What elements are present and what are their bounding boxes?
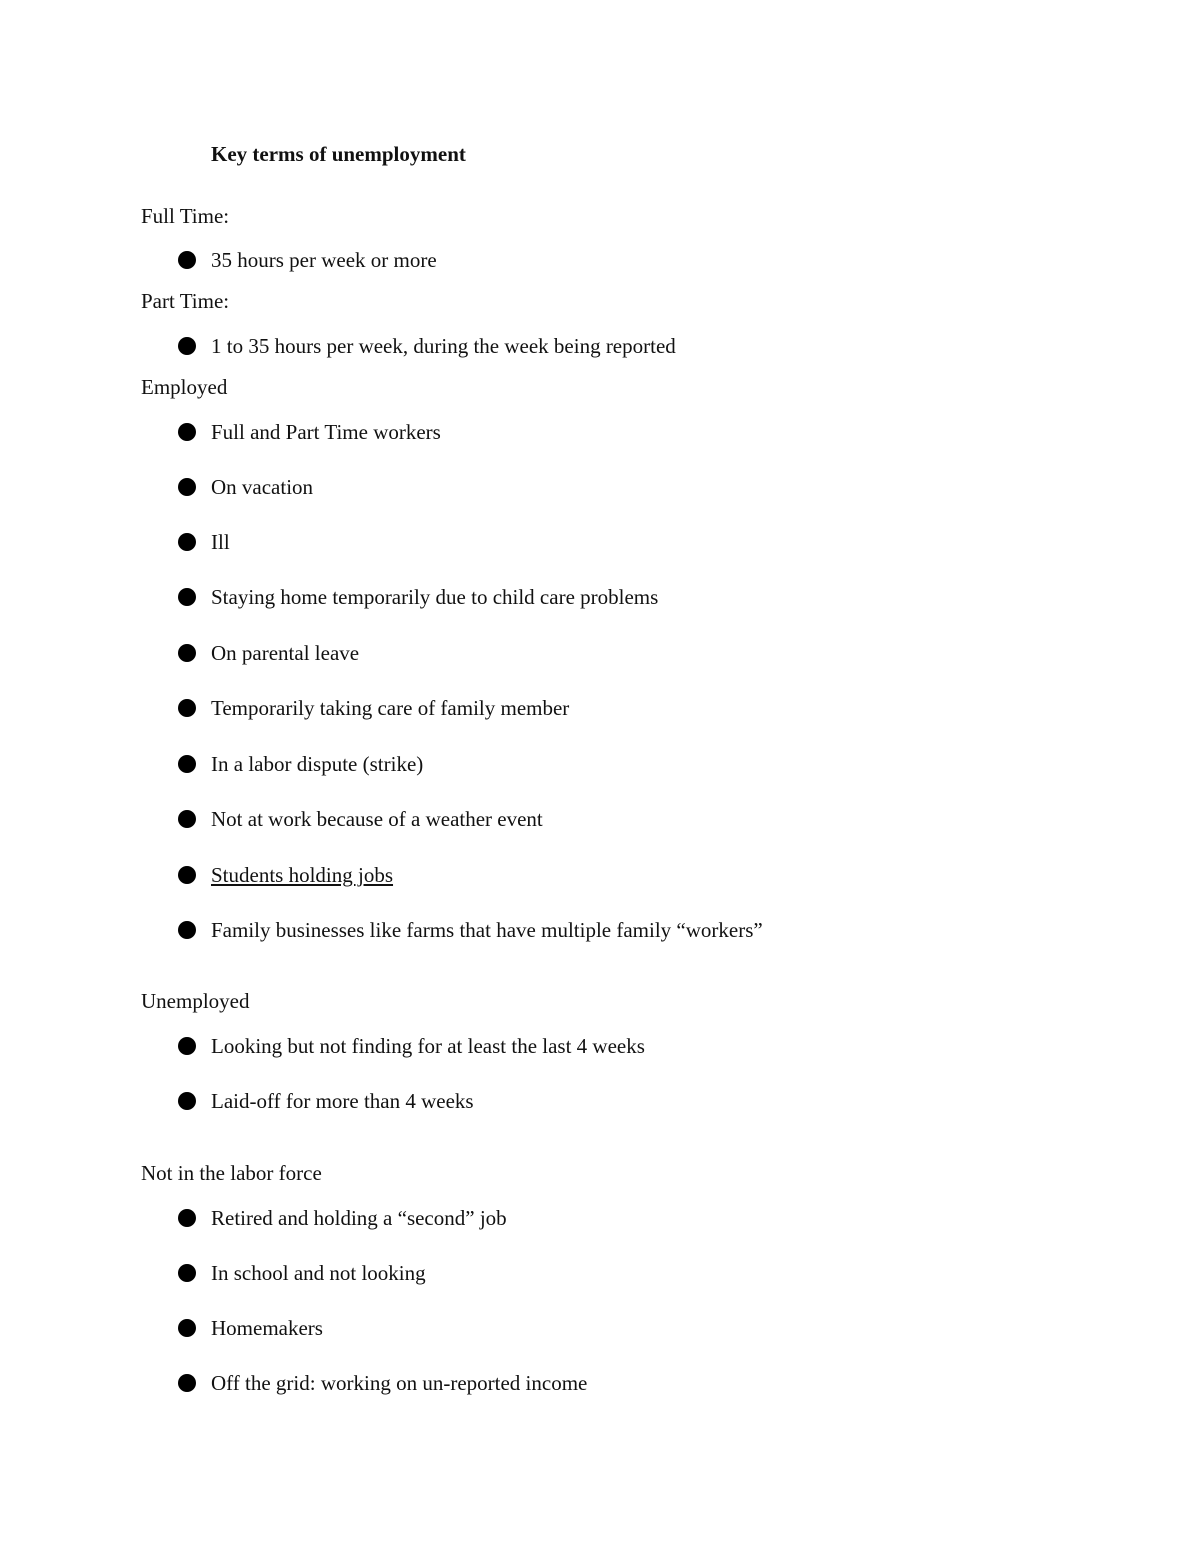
section-heading: Part Time:: [141, 289, 230, 313]
list-item: Full and Part Time workers: [211, 420, 441, 444]
bullet-icon: [178, 423, 196, 441]
list-item: 35 hours per week or more: [211, 248, 437, 272]
list-item: Homemakers: [211, 1316, 323, 1340]
bullet-icon: [178, 478, 196, 496]
bullet-icon: [178, 1092, 196, 1110]
section-heading: Unemployed: [141, 989, 250, 1013]
bullet-icon: [178, 1374, 196, 1392]
bullet-icon: [178, 810, 196, 828]
list-item: Off the grid: working on un-reported income: [211, 1371, 588, 1395]
list-item: Family businesses like farms that have multiple family “workers”: [211, 918, 763, 942]
document-title: Key terms of unemployment: [211, 142, 466, 166]
list-item: Not at work because of a weather event: [211, 807, 543, 831]
list-item: In a labor dispute (strike): [211, 752, 424, 776]
list-item: Temporarily taking care of family member: [211, 696, 570, 720]
bullet-icon: [178, 755, 196, 773]
bullet-icon: [178, 337, 196, 355]
list-item: Laid-off for more than 4 weeks: [211, 1089, 474, 1113]
list-item: Ill: [211, 530, 230, 554]
bullet-icon: [178, 588, 196, 606]
bullet-icon: [178, 533, 196, 551]
list-item: Looking but not finding for at least the last 4 weeks: [211, 1034, 645, 1058]
bullet-icon: [178, 1037, 196, 1055]
bullet-icon: [178, 699, 196, 717]
list-item: 1 to 35 hours per week, during the week being reported: [211, 334, 676, 358]
list-item: Retired and holding a “second” job: [211, 1206, 507, 1230]
bullet-icon: [178, 1209, 196, 1227]
bullet-icon: [178, 866, 196, 884]
section-heading: Employed: [141, 375, 228, 399]
section-heading: Full Time:: [141, 204, 230, 228]
list-item: Staying home temporarily due to child care problems: [211, 585, 659, 609]
list-item: On vacation: [211, 475, 314, 499]
section-heading: Not in the labor force: [141, 1161, 322, 1185]
bullet-icon: [178, 644, 196, 662]
bullet-icon: [178, 1264, 196, 1282]
bullet-icon: [178, 1319, 196, 1337]
bullet-icon: [178, 921, 196, 939]
list-item: In school and not looking: [211, 1261, 426, 1285]
list-item: On parental leave: [211, 641, 360, 665]
bullet-icon: [178, 251, 196, 269]
list-item: Students holding jobs: [211, 863, 394, 887]
